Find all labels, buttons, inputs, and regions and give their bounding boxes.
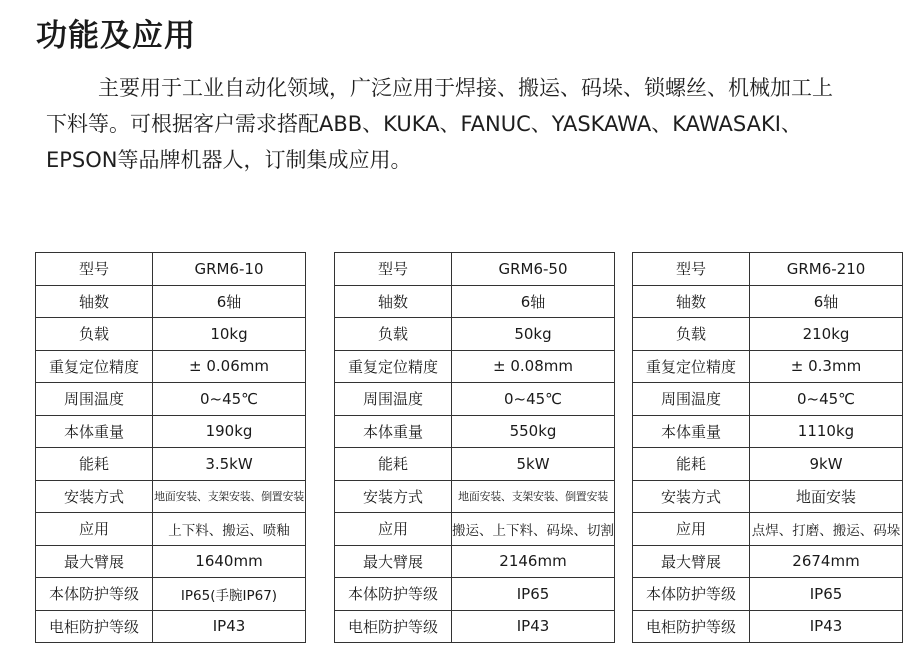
spec-label: 轴数: [36, 285, 153, 318]
spec-row: [633, 285, 903, 318]
spec-label: 能耗: [36, 448, 153, 481]
spec-value: GRM6-210: [750, 253, 903, 286]
spec-value: 2146mm: [452, 545, 615, 578]
spec-value: IP43: [452, 610, 615, 643]
spec-label: 安装方式: [335, 480, 452, 513]
spec-label: 本体防护等级: [335, 578, 452, 611]
spec-label: 应用: [633, 513, 750, 546]
spec-table-grm6-10: [35, 252, 306, 643]
spec-label: 周围温度: [633, 383, 750, 416]
spec-row: [36, 513, 306, 546]
spec-value: 地面安装: [750, 480, 903, 513]
spec-value: 地面安装、支架安装、倒置安装: [153, 480, 306, 513]
spec-row: [335, 578, 615, 611]
spec-value: 2674mm: [750, 545, 903, 578]
spec-value: 0~45℃: [452, 383, 615, 416]
spec-label: 本体防护等级: [633, 578, 750, 611]
spec-label: 周围温度: [36, 383, 153, 416]
spec-row: [633, 480, 903, 513]
spec-row: [36, 318, 306, 351]
spec-row: [633, 318, 903, 351]
spec-value: 3.5kW: [153, 448, 306, 481]
spec-label: 负载: [36, 318, 153, 351]
spec-value: IP43: [153, 610, 306, 643]
spec-row: [36, 415, 306, 448]
spec-label: 本体重量: [633, 415, 750, 448]
spec-row: [36, 578, 306, 611]
spec-value: 50kg: [452, 318, 615, 351]
spec-value: IP43: [750, 610, 903, 643]
spec-row: [633, 448, 903, 481]
spec-row: [335, 415, 615, 448]
spec-label: 能耗: [633, 448, 750, 481]
section-description: [46, 70, 846, 178]
spec-label: 重复定位精度: [633, 350, 750, 383]
description-text: 主要用于工业自动化领域，广泛应用于焊接、搬运、码垛、锁螺丝、机械加工上下料等。可根据客户需求搭配ABB、KUKA、FANUC、YASKAWA、KAWASAKI、EPSON等品牌机器人，订制集成应用。: [46, 76, 833, 172]
spec-label: 本体重量: [335, 415, 452, 448]
spec-label: 重复定位精度: [335, 350, 452, 383]
spec-label: 最大臂展: [36, 545, 153, 578]
spec-value: GRM6-10: [153, 253, 306, 286]
spec-label: 本体防护等级: [36, 578, 153, 611]
spec-value: 10kg: [153, 318, 306, 351]
spec-label: 型号: [335, 253, 452, 286]
spec-label: 最大臂展: [633, 545, 750, 578]
spec-label: 电柜防护等级: [335, 610, 452, 643]
spec-value: 0~45℃: [750, 383, 903, 416]
spec-value: 上下料、搬运、喷釉: [153, 513, 306, 546]
spec-row: [633, 415, 903, 448]
spec-table-grm6-50: [334, 252, 615, 643]
section-title: 功能及应用: [36, 18, 196, 54]
spec-value: 6轴: [750, 285, 903, 318]
spec-row: [633, 350, 903, 383]
spec-value: IP65: [452, 578, 615, 611]
spec-label: 电柜防护等级: [36, 610, 153, 643]
spec-row: [335, 285, 615, 318]
spec-label: 电柜防护等级: [633, 610, 750, 643]
spec-label: 重复定位精度: [36, 350, 153, 383]
spec-label: 安装方式: [36, 480, 153, 513]
spec-value: 210kg: [750, 318, 903, 351]
spec-value: 5kW: [452, 448, 615, 481]
spec-row: [335, 383, 615, 416]
spec-row: [335, 610, 615, 643]
spec-label: 本体重量: [36, 415, 153, 448]
spec-row: [335, 513, 615, 546]
spec-row: [335, 318, 615, 351]
spec-label: 应用: [335, 513, 452, 546]
spec-row: [335, 480, 615, 513]
spec-value: 190kg: [153, 415, 306, 448]
spec-label: 型号: [36, 253, 153, 286]
spec-value: 6轴: [452, 285, 615, 318]
spec-label: 周围温度: [335, 383, 452, 416]
spec-value: GRM6-50: [452, 253, 615, 286]
spec-label: 负载: [633, 318, 750, 351]
spec-value: ± 0.06mm: [153, 350, 306, 383]
spec-value: 1640mm: [153, 545, 306, 578]
spec-row: [633, 253, 903, 286]
spec-row: [335, 545, 615, 578]
spec-label: 轴数: [633, 285, 750, 318]
spec-label: 负载: [335, 318, 452, 351]
spec-row: [633, 578, 903, 611]
spec-row: [36, 545, 306, 578]
spec-value: 0~45℃: [153, 383, 306, 416]
spec-value: 550kg: [452, 415, 615, 448]
spec-value: 搬运、上下料、码垛、切割: [452, 513, 615, 546]
spec-row: [36, 610, 306, 643]
spec-table-grm6-210: [632, 252, 903, 643]
spec-value: IP65(手腕IP67): [153, 578, 306, 611]
spec-row: [633, 610, 903, 643]
spec-row: [335, 350, 615, 383]
spec-value: 9kW: [750, 448, 903, 481]
spec-value: 6轴: [153, 285, 306, 318]
spec-label: 能耗: [335, 448, 452, 481]
spec-value: ± 0.3mm: [750, 350, 903, 383]
spec-row: [36, 350, 306, 383]
spec-value: IP65: [750, 578, 903, 611]
spec-value: 点焊、打磨、搬运、码垛: [750, 513, 903, 546]
spec-row: [633, 545, 903, 578]
spec-row: [335, 253, 615, 286]
spec-value: 1110kg: [750, 415, 903, 448]
spec-label: 应用: [36, 513, 153, 546]
spec-label: 型号: [633, 253, 750, 286]
spec-label: 安装方式: [633, 480, 750, 513]
spec-row: [36, 253, 306, 286]
spec-row: [36, 448, 306, 481]
spec-value: ± 0.08mm: [452, 350, 615, 383]
spec-row: [335, 448, 615, 481]
spec-value: 地面安装、支架安装、倒置安装: [452, 480, 615, 513]
spec-row: [36, 480, 306, 513]
spec-row: [36, 285, 306, 318]
spec-row: [633, 513, 903, 546]
spec-label: 最大臂展: [335, 545, 452, 578]
spec-row: [633, 383, 903, 416]
spec-label: 轴数: [335, 285, 452, 318]
spec-row: [36, 383, 306, 416]
